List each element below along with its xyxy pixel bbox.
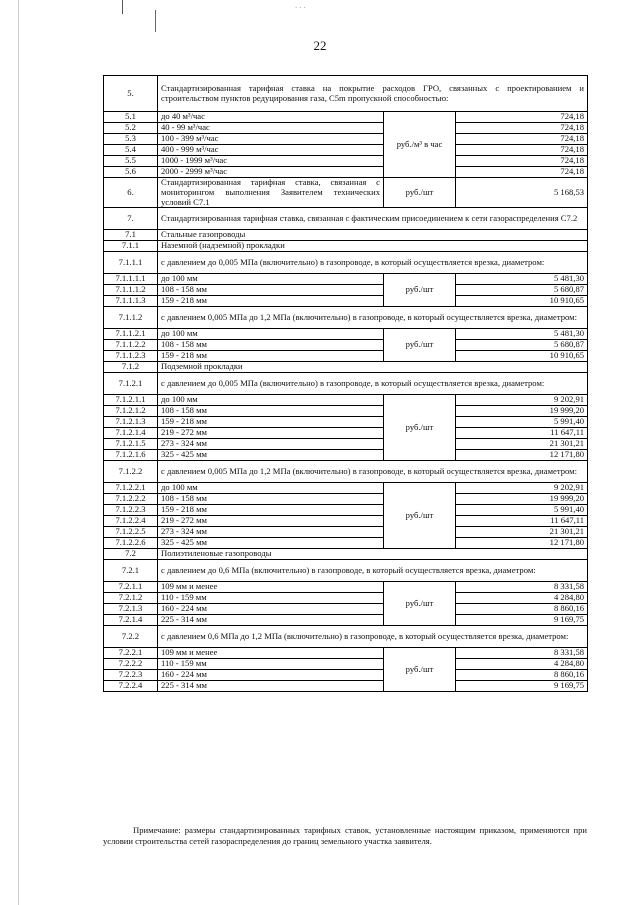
row-value: 5 680,87 — [456, 285, 588, 296]
row-value: 724,18 — [456, 123, 588, 134]
scan-header-mark: ... — [295, 0, 308, 10]
row-description: Стандартизированная тарифная ставка, связанная с фактическим присоединением к сети газораспределения C7.2 — [158, 208, 588, 230]
table-row — [104, 274, 588, 285]
row-value: 8 331,58 — [456, 582, 588, 593]
table-row — [104, 156, 588, 167]
table-row — [104, 648, 588, 659]
row-description: 40 - 99 м³/час — [158, 123, 384, 134]
row-code: 7.1 — [104, 230, 158, 241]
table-row — [104, 340, 588, 351]
table-row — [104, 439, 588, 450]
table-row — [104, 428, 588, 439]
row-description: 219 - 272 мм — [158, 428, 384, 439]
row-code: 7. — [104, 208, 158, 230]
row-code: 7.1.2.2.2 — [104, 494, 158, 505]
row-code: 7.2.2.2 — [104, 659, 158, 670]
row-description: 159 - 218 мм — [158, 351, 384, 362]
row-unit: руб./шт — [384, 483, 456, 549]
table-row — [104, 604, 588, 615]
row-code: 7.1.2.1.4 — [104, 428, 158, 439]
row-code: 7.1.1.2.3 — [104, 351, 158, 362]
row-code: 7.1.1.2.1 — [104, 329, 158, 340]
row-unit: руб./м³ в час — [384, 112, 456, 178]
table-row — [104, 76, 588, 112]
table-row — [104, 494, 588, 505]
table-row — [104, 285, 588, 296]
scan-edge-mark — [155, 10, 156, 32]
table-row — [104, 450, 588, 461]
row-description: 110 - 159 мм — [158, 659, 384, 670]
row-value: 10 910,65 — [456, 351, 588, 362]
tariff-table-body — [104, 76, 588, 692]
table-row — [104, 406, 588, 417]
row-description: с давлением до 0,6 МПа (включительно) в газопроводе, в который осуществляется врезка, диаметром: — [158, 560, 588, 582]
row-value: 9 169,75 — [456, 681, 588, 692]
row-description: до 100 мм — [158, 274, 384, 285]
row-description: 108 - 158 мм — [158, 340, 384, 351]
row-unit: руб./шт — [384, 648, 456, 692]
table-row — [104, 208, 588, 230]
row-code: 5.3 — [104, 134, 158, 145]
footnote: Примечание: размеры стандартизированных тарифных ставок, установленные настоящим приказом, применяются при условии строительства сетей газораспределения до границ земельного участка заявителя. — [103, 825, 587, 846]
table-row — [104, 123, 588, 134]
row-description: 160 - 224 мм — [158, 670, 384, 681]
table-row — [104, 505, 588, 516]
row-code: 7.1.2.1.2 — [104, 406, 158, 417]
table-row — [104, 670, 588, 681]
table-row — [104, 417, 588, 428]
row-code: 7.2.2 — [104, 626, 158, 648]
row-description: 273 - 324 мм — [158, 527, 384, 538]
row-value: 9 202,91 — [456, 483, 588, 494]
row-code: 6. — [104, 178, 158, 208]
table-row — [104, 252, 588, 274]
scan-binding-line — [18, 0, 19, 905]
table-row — [104, 329, 588, 340]
table-row — [104, 230, 588, 241]
row-unit: руб./шт — [384, 582, 456, 626]
row-value: 21 301,21 — [456, 527, 588, 538]
row-value: 724,18 — [456, 145, 588, 156]
row-description: 100 - 399 м³/час — [158, 134, 384, 145]
row-code: 7.2.1.2 — [104, 593, 158, 604]
row-code: 5.4 — [104, 145, 158, 156]
row-description: Стальные газопроводы — [158, 230, 588, 241]
table-row — [104, 659, 588, 670]
row-value: 724,18 — [456, 156, 588, 167]
row-code: 7.1.2 — [104, 362, 158, 373]
row-description: 109 мм и менее — [158, 648, 384, 659]
row-value: 9 169,75 — [456, 615, 588, 626]
table-row — [104, 134, 588, 145]
row-description: 325 - 425 мм — [158, 450, 384, 461]
row-code: 7.1.2.2.4 — [104, 516, 158, 527]
row-code: 7.1.1.1.3 — [104, 296, 158, 307]
scan-edge-mark — [122, 0, 123, 14]
row-value: 12 171,80 — [456, 538, 588, 549]
row-value: 5 991,40 — [456, 505, 588, 516]
row-value: 8 860,16 — [456, 604, 588, 615]
row-code: 7.1.1.1.2 — [104, 285, 158, 296]
row-value: 5 680,87 — [456, 340, 588, 351]
row-description: Полиэтиленовые газопроводы — [158, 549, 588, 560]
row-value: 8 860,16 — [456, 670, 588, 681]
row-description: 108 - 158 мм — [158, 285, 384, 296]
table-row — [104, 626, 588, 648]
row-description: 225 - 314 мм — [158, 681, 384, 692]
row-description: с давлением до 0,005 МПа (включительно) в газопроводе, в который осуществляется врезка, диаметром: — [158, 252, 588, 274]
table-row — [104, 395, 588, 406]
row-value: 10 910,65 — [456, 296, 588, 307]
table-row — [104, 593, 588, 604]
table-row — [104, 681, 588, 692]
row-description: до 100 мм — [158, 395, 384, 406]
row-description: Стандартизированная тарифная ставка на покрытие расходов ГРО, связанных с проектированием и строительством пунктов редуцирования газа, C5m пропускной способностью: — [158, 76, 588, 112]
row-code: 5.5 — [104, 156, 158, 167]
row-code: 7.1.2.1.1 — [104, 395, 158, 406]
row-description: 108 - 158 мм — [158, 406, 384, 417]
row-description: до 100 мм — [158, 329, 384, 340]
table-row — [104, 307, 588, 329]
row-description: с давлением 0,005 МПа до 1,2 МПа (включительно) в газопроводе, в который осуществляется врезка, диаметром: — [158, 461, 588, 483]
row-code: 7.2.1.3 — [104, 604, 158, 615]
row-description: с давлением 0,005 МПа до 1,2 МПа (включительно) в газопроводе, в который осуществляется врезка, диаметром: — [158, 307, 588, 329]
row-description: до 40 м³/час — [158, 112, 384, 123]
row-code: 7.1.2.2.6 — [104, 538, 158, 549]
row-code: 7.1.2.1.6 — [104, 450, 158, 461]
row-code: 7.2.2.4 — [104, 681, 158, 692]
table-row — [104, 582, 588, 593]
row-description: 219 - 272 мм — [158, 516, 384, 527]
row-value: 5 168,53 — [456, 178, 588, 208]
row-code: 5. — [104, 76, 158, 112]
row-description: 159 - 218 мм — [158, 296, 384, 307]
row-code: 7.1.2.2 — [104, 461, 158, 483]
row-value: 19 999,20 — [456, 494, 588, 505]
row-code: 7.2.1.1 — [104, 582, 158, 593]
row-code: 7.2.2.3 — [104, 670, 158, 681]
row-description: с давлением до 0,005 МПа (включительно) в газопроводе, в который осуществляется врезка, диаметром: — [158, 373, 588, 395]
table-row — [104, 145, 588, 156]
table-row — [104, 178, 588, 208]
row-description: с давлением 0,6 МПа до 1,2 МПа (включительно) в газопроводе, в который осуществляется врезка, диаметром: — [158, 626, 588, 648]
row-description: 108 - 158 мм — [158, 494, 384, 505]
row-value: 19 999,20 — [456, 406, 588, 417]
row-unit: руб./шт — [384, 274, 456, 307]
row-code: 7.1.2.2.1 — [104, 483, 158, 494]
table-row — [104, 483, 588, 494]
table-row — [104, 538, 588, 549]
table-row — [104, 615, 588, 626]
table-row — [104, 527, 588, 538]
row-code: 7.2.1.4 — [104, 615, 158, 626]
page-number: 22 — [313, 38, 327, 53]
row-description: 400 - 999 м³/час — [158, 145, 384, 156]
row-value: 4 284,80 — [456, 593, 588, 604]
row-description: 1000 - 1999 м³/час — [158, 156, 384, 167]
table-row — [104, 461, 588, 483]
row-code: 7.1.2.2.3 — [104, 505, 158, 516]
table-row — [104, 167, 588, 178]
row-value: 4 284,80 — [456, 659, 588, 670]
row-value: 724,18 — [456, 167, 588, 178]
row-code: 5.2 — [104, 123, 158, 134]
row-description: 160 - 224 мм — [158, 604, 384, 615]
row-value: 11 647,11 — [456, 516, 588, 527]
row-value: 724,18 — [456, 134, 588, 145]
row-code: 7.1.1.2.2 — [104, 340, 158, 351]
row-code: 7.1.1.2 — [104, 307, 158, 329]
row-description: Стандартизированная тарифная ставка, связанная с мониторингом выполнения Заявителем технических условий C7.1 — [158, 178, 384, 208]
row-description: 273 - 324 мм — [158, 439, 384, 450]
row-value: 11 647,11 — [456, 428, 588, 439]
row-code: 7.1.1.1 — [104, 252, 158, 274]
row-description: 110 - 159 мм — [158, 593, 384, 604]
table-row — [104, 351, 588, 362]
row-description: Наземной (надземной) прокладки — [158, 241, 588, 252]
tariff-table — [103, 75, 588, 692]
row-description: Подземной прокладки — [158, 362, 588, 373]
row-description: 109 мм и менее — [158, 582, 384, 593]
row-code: 7.2.2.1 — [104, 648, 158, 659]
row-value: 12 171,80 — [456, 450, 588, 461]
table-row — [104, 241, 588, 252]
row-code: 5.1 — [104, 112, 158, 123]
row-value: 8 331,58 — [456, 648, 588, 659]
row-description: 225 - 314 мм — [158, 615, 384, 626]
row-description: 2000 - 2999 м³/час — [158, 167, 384, 178]
table-row — [104, 112, 588, 123]
row-code: 5.6 — [104, 167, 158, 178]
table-row — [104, 560, 588, 582]
row-value: 21 301,21 — [456, 439, 588, 450]
row-code: 7.1.2.1 — [104, 373, 158, 395]
row-unit: руб./шт — [384, 395, 456, 461]
table-row — [104, 516, 588, 527]
row-code: 7.2 — [104, 549, 158, 560]
row-code: 7.1.2.1.3 — [104, 417, 158, 428]
table-row — [104, 549, 588, 560]
row-value: 9 202,91 — [456, 395, 588, 406]
row-unit: руб./шт — [384, 329, 456, 362]
row-description: до 100 мм — [158, 483, 384, 494]
row-code: 7.1.1.1.1 — [104, 274, 158, 285]
table-row — [104, 373, 588, 395]
row-description: 159 - 218 мм — [158, 505, 384, 516]
row-code: 7.1.1 — [104, 241, 158, 252]
table-row — [104, 362, 588, 373]
row-value: 724,18 — [456, 112, 588, 123]
row-value: 5 481,30 — [456, 329, 588, 340]
table-row — [104, 296, 588, 307]
row-value: 5 481,30 — [456, 274, 588, 285]
row-unit: руб./шт — [384, 178, 456, 208]
row-description: 159 - 218 мм — [158, 417, 384, 428]
row-code: 7.1.2.2.5 — [104, 527, 158, 538]
row-code: 7.1.2.1.5 — [104, 439, 158, 450]
row-code: 7.2.1 — [104, 560, 158, 582]
row-value: 5 991,40 — [456, 417, 588, 428]
row-description: 325 - 425 мм — [158, 538, 384, 549]
